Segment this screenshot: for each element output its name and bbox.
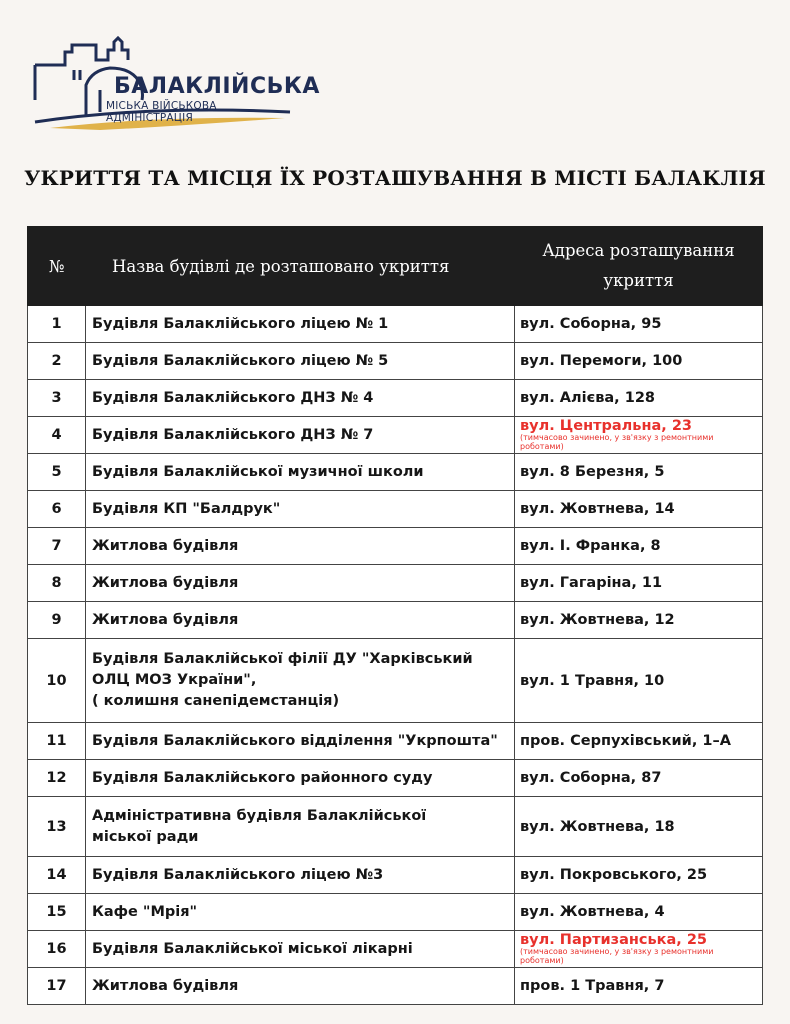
table-row bbox=[28, 797, 763, 857]
table-row bbox=[28, 857, 763, 894]
address-closed-text: вул. Партизанська, 25 bbox=[520, 932, 708, 948]
logo-name: БАЛАКЛІЙСЬКА bbox=[114, 74, 320, 99]
building-name-cell: Будівля Балаклійського ліцею № 5 bbox=[86, 343, 515, 380]
column-header-building-name: Назва будівлі де розташовано укриття bbox=[86, 227, 515, 306]
shelters-table bbox=[27, 226, 763, 1005]
building-name-cell: Будівля Балаклійської міської лікарні bbox=[86, 931, 515, 968]
row-number: 17 bbox=[28, 968, 86, 1005]
building-name-cell: Будівля Балаклійської музичної школи bbox=[86, 454, 515, 491]
table-row bbox=[28, 894, 763, 931]
table-row bbox=[28, 723, 763, 760]
table-row bbox=[28, 528, 763, 565]
row-number: 16 bbox=[28, 931, 86, 968]
table-row bbox=[28, 639, 763, 723]
address-cell: вул. 8 Березня, 5 bbox=[515, 454, 763, 491]
table-row bbox=[28, 454, 763, 491]
building-name-line: міської ради bbox=[92, 828, 199, 845]
address-cell: вул. Гагаріна, 11 bbox=[515, 565, 763, 602]
column-header-address: Адреса розташування укриття bbox=[515, 227, 763, 306]
address-cell: вул. Жовтнева, 14 bbox=[515, 491, 763, 528]
building-name-cell: Будівля Балаклійського ліцею №3 bbox=[86, 857, 515, 894]
address-cell: вул. Соборна, 95 bbox=[515, 306, 763, 343]
building-name-cell: Житлова будівля bbox=[86, 602, 515, 639]
row-number: 8 bbox=[28, 565, 86, 602]
row-number: 13 bbox=[28, 797, 86, 857]
building-name-cell: Житлова будівля bbox=[86, 968, 515, 1005]
building-name-cell: Будівля Балаклійського ДНЗ № 4 bbox=[86, 380, 515, 417]
table-row bbox=[28, 380, 763, 417]
building-name-cell: Будівля КП "Балдрук" bbox=[86, 491, 515, 528]
table-row bbox=[28, 602, 763, 639]
row-number: 2 bbox=[28, 343, 86, 380]
building-name-line: ОЛЦ МОЗ України", bbox=[92, 672, 257, 688]
temporarily-closed-note: (тимчасово зачинено, у зв'язку з ремонтними роботами) bbox=[520, 433, 714, 451]
address-cell: вул. Жовтнева, 18 bbox=[515, 797, 763, 857]
column-header-number: № bbox=[28, 227, 86, 306]
building-name-cell: Кафе "Мрія" bbox=[86, 894, 515, 931]
address-cell: вул. Алієва, 128 bbox=[515, 380, 763, 417]
address-cell: пров. 1 Травня, 7 bbox=[515, 968, 763, 1005]
page-title: УКРИТТЯ ТА МІСЦЯ ЇХ РОЗТАШУВАННЯ В МІСТІ БАЛАКЛІЯ bbox=[24, 166, 766, 190]
row-number: 10 bbox=[28, 639, 86, 723]
building-name-cell: Житлова будівля bbox=[86, 528, 515, 565]
building-name-cell bbox=[86, 639, 515, 723]
row-number: 6 bbox=[28, 491, 86, 528]
table-header-row bbox=[28, 227, 763, 306]
address-cell bbox=[515, 931, 763, 968]
address-cell: вул. Покровського, 25 bbox=[515, 857, 763, 894]
building-name-cell: Житлова будівля bbox=[86, 565, 515, 602]
address-cell: вул. Жовтнева, 4 bbox=[515, 894, 763, 931]
table-row bbox=[28, 931, 763, 968]
row-number: 4 bbox=[28, 417, 86, 454]
row-number: 15 bbox=[28, 894, 86, 931]
building-name-cell bbox=[86, 797, 515, 857]
building-name-line: Адміністративна будівля Балаклійської bbox=[92, 807, 427, 824]
row-number: 12 bbox=[28, 760, 86, 797]
table-row bbox=[28, 565, 763, 602]
table-row bbox=[28, 760, 763, 797]
address-closed-text: вул. Центральна, 23 bbox=[520, 418, 693, 434]
building-name-cell: Будівля Балаклійського відділення "Укрпошта" bbox=[86, 723, 515, 760]
row-number: 7 bbox=[28, 528, 86, 565]
row-number: 3 bbox=[28, 380, 86, 417]
table-row bbox=[28, 343, 763, 380]
row-number: 14 bbox=[28, 857, 86, 894]
address-cell bbox=[515, 417, 763, 454]
logo-subtitle: МІСЬКА ВІЙСЬКОВА АДМІНІСТРАЦІЯ bbox=[106, 100, 217, 124]
temporarily-closed-note: (тимчасово зачинено, у зв'язку з ремонтними роботами) bbox=[520, 947, 714, 965]
table-row bbox=[28, 491, 763, 528]
address-cell: вул. Перемоги, 100 bbox=[515, 343, 763, 380]
building-name-cell: Будівля Балаклійського ліцею № 1 bbox=[86, 306, 515, 343]
building-name-cell: Будівля Балаклійського ДНЗ № 7 bbox=[86, 417, 515, 454]
table-row bbox=[28, 968, 763, 1005]
address-cell: вул. І. Франка, 8 bbox=[515, 528, 763, 565]
row-number: 11 bbox=[28, 723, 86, 760]
table-body bbox=[28, 306, 763, 1005]
table-row bbox=[28, 306, 763, 343]
address-cell: вул. 1 Травня, 10 bbox=[515, 639, 763, 723]
building-name-cell: Будівля Балаклійського районного суду bbox=[86, 760, 515, 797]
table-row bbox=[28, 417, 763, 454]
address-cell: пров. Серпухівський, 1–А bbox=[515, 723, 763, 760]
row-number: 1 bbox=[28, 306, 86, 343]
row-number: 5 bbox=[28, 454, 86, 491]
building-name-line: Будівля Балаклійської філії ДУ "Харківський bbox=[92, 651, 473, 667]
row-number: 9 bbox=[28, 602, 86, 639]
address-cell: вул. Жовтнева, 12 bbox=[515, 602, 763, 639]
address-cell: вул. Соборна, 87 bbox=[515, 760, 763, 797]
city-administration-logo bbox=[30, 30, 320, 140]
building-name-line: ( колишня санепідемстанція) bbox=[92, 693, 340, 709]
